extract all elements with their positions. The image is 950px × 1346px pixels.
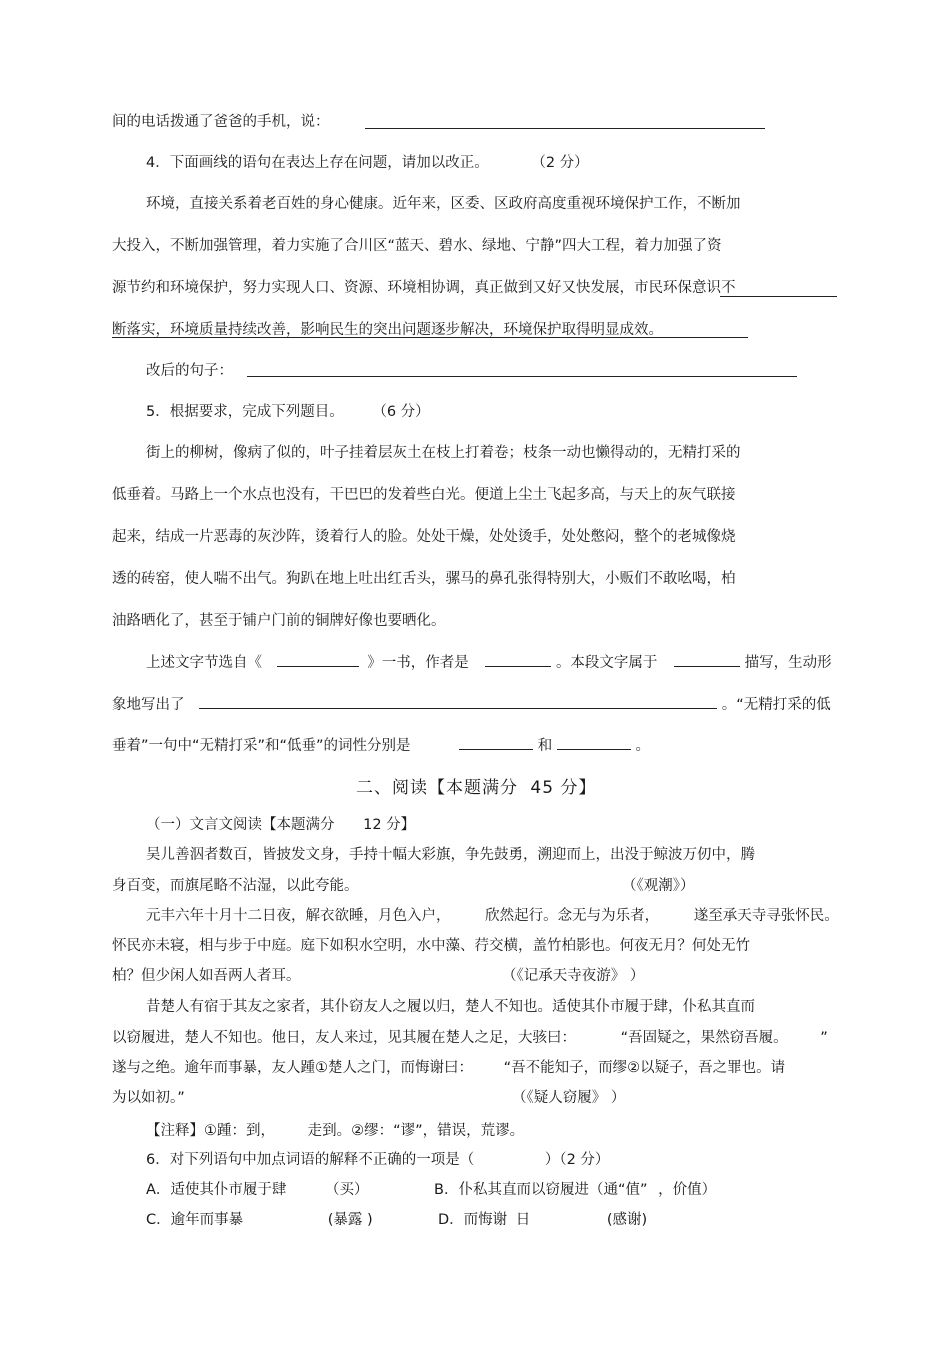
text2-line-1c: 遂至承天寺寻张怀民。 [693, 908, 839, 924]
q6-option-c-explanation: (暴露 ) [327, 1212, 373, 1228]
q5-passage-line-1: 街上的柳树，像病了似的，叶子挂着层灰土在枝上打着卷；枝条一动也懒得动的，无精打采的 [146, 445, 741, 461]
text3-line-3 [112, 1058, 785, 1078]
q4-passage-line-1: 环境，直接关系着老百姓的身心健康。近年来，区委、区政府高度重视环境保护工作，不断加 [146, 196, 741, 212]
q5-passage-line-5: 油路晒化了，甚至于铺户门前的铜牌好像也要晒化。 [112, 613, 446, 629]
q5-score: （6 分） [372, 404, 430, 420]
q5-description-type-blank[interactable] [674, 652, 740, 667]
part-1-heading [146, 815, 415, 835]
annotation-note-b: 走到。②缪：“谬”，错误，荒谬。 [307, 1123, 525, 1139]
q5-prompt: 5．根据要求，完成下列题目。 [146, 404, 344, 420]
q3-tail-line [112, 112, 330, 132]
text3-line-2b: “吾固疑之，果然窃吾履。 [620, 1030, 788, 1046]
q5-question-line-3 [112, 735, 650, 756]
q4-answer-label: 改后的句子： [146, 363, 233, 379]
text2-line-1a: 元丰六年十月十二日夜，解衣欲睡，月色入户， [146, 908, 451, 924]
text3-line-2 [112, 1028, 828, 1048]
text3-line-4: 为以如初。” [112, 1090, 185, 1106]
q5-book-blank[interactable] [277, 652, 359, 667]
text2-source: （《记承天寺夜游》 ） [502, 968, 645, 984]
q5-part-7: 垂着”一句中“无精打采”和“低垂”的词性分别是 [112, 738, 411, 754]
text3-line-2c: ” [820, 1030, 828, 1046]
q6-option-a-text: A．适使其仆市 [146, 1182, 243, 1198]
q5-effect-blank[interactable] [199, 694, 717, 709]
q6-option-b-text-2: 而以窃履进（通“值” [516, 1182, 648, 1198]
q5-passage-line-4: 透的砖窑，使人喘不出气。狗趴在地上吐出红舌头，骡马的鼻孔张得特别大，小贩们不敢吆喝，柏 [112, 571, 736, 587]
text2-line-1 [146, 906, 839, 926]
q4-underline-1 [720, 296, 837, 297]
section-2-title-text: 二、阅读【本题满分 [356, 778, 518, 798]
section-2-score: 45 分】 [530, 778, 597, 798]
q6-prompt-line [146, 1150, 609, 1170]
q4-underline-2 [112, 337, 748, 338]
text2-line-2: 怀民亦未寝，相与步于中庭。庭下如积水空明，水中藻、荇交横，盖竹柏影也。何夜无月？何处无竹 [112, 938, 750, 954]
q4-passage-line-4: 断落实，环境质量持续改善，影响民生的突出问题逐步解决，环境保护取得明显成效。 [112, 322, 663, 338]
q5-pos-blank-1[interactable] [459, 735, 533, 750]
q5-part-4: 描写，生动形 [744, 655, 832, 671]
q4-answer-blank[interactable] [247, 376, 797, 377]
text1-source: （《观潮》） [622, 878, 695, 894]
text1-line-2: 身百变，而旗尾略不沾湿，以此夸能。 [112, 878, 359, 894]
annotation-note [146, 1121, 524, 1141]
q5-question-line-1 [146, 652, 832, 673]
q6-score: ）（2 分） [544, 1152, 610, 1168]
q3-answer-blank[interactable] [365, 128, 765, 129]
section-2-title [356, 778, 596, 798]
q6-option-c[interactable] [146, 1210, 373, 1230]
q5-part-9: 。 [635, 738, 650, 754]
text2-line-3: 柏？但少闲人如吾两人者耳。 [112, 968, 301, 984]
q6-option-d-explanation: (感谢) [606, 1212, 648, 1228]
text3-source: （《疑人窃履》 ） [512, 1090, 626, 1106]
q5-prompt-line [146, 402, 430, 422]
q4-underlined-start: 市民环保意识不 [634, 280, 736, 296]
q4-score: （2 分） [531, 155, 589, 171]
q5-part-1: 上述文字节选自《 [146, 655, 262, 671]
q6-option-a-text-2: 履于肆 [242, 1182, 287, 1198]
q4-passage-line-3-text: 源节约和环境保护，努力实现人口、资源、环境相协调，真正做到又好又快发展， [112, 280, 634, 296]
q5-passage-line-3: 起来，结成一片恶毒的灰沙阵，烫着行人的脸。处处干燥，处处烫手，处处憋闷，整个的老城像烧 [112, 529, 736, 545]
text3-line-1: 昔楚人有宿于其友之家者，其仆窃友人之履以归，楚人不知也。适使其仆市履于肆，仆私其直而 [146, 999, 755, 1015]
q6-option-a[interactable] [146, 1180, 369, 1200]
q6-option-b[interactable] [434, 1180, 716, 1200]
q4-prompt-line [146, 153, 589, 173]
q5-part-2: 》一书，作者是 [367, 655, 469, 671]
part-1-score: 12 分】 [363, 817, 416, 833]
q5-part-6: 。“无精打采的低 [721, 697, 831, 713]
q5-part-5: 象地写出了 [112, 697, 185, 713]
q6-option-d[interactable] [438, 1210, 647, 1230]
q4-passage-line-2: 大投入，不断加强管理，着力实施了合川区“蓝天、碧水、绿地、宁静”四大工程，着力加强了资 [112, 238, 722, 254]
part-1-heading-text: （一）文言文阅读【本题满分 [146, 817, 335, 833]
q5-part-3: 。本段文字属于 [555, 655, 658, 671]
q6-option-b-text-3: ，价值） [658, 1182, 717, 1198]
text3-line-2a: 以窃履进，楚人不知也。他日，友人来过，见其履在楚人之足，大骇曰： [112, 1030, 576, 1046]
q3-tail-text: 间的电话拨通了爸爸的手机，说： [112, 114, 330, 130]
q4-prompt: 4．下面画线的语句在表达上存在问题，请加以改正。 [146, 155, 489, 171]
text3-line-3b: “吾不能知子，而缪②以疑子，吾之罪也。请 [503, 1060, 786, 1076]
q5-pos-blank-2[interactable] [557, 735, 631, 750]
q4-answer-line [146, 361, 233, 381]
q6-option-d-text-2: 日 [515, 1212, 531, 1228]
q6-option-d-text: D．而悔谢 [438, 1212, 508, 1228]
text3-line-3a: 遂与之绝。逾年而事暴，友人踵①楚人之门，而悔谢曰： [112, 1060, 473, 1076]
q6-option-a-explanation: （买） [325, 1182, 369, 1198]
q6-prompt: 6．对下列语句中加点词语的解释不正确的一项是（ [146, 1152, 475, 1168]
text1-line-1: 吴儿善泅者数百，皆披发文身，手持十幅大彩旗，争先鼓勇，溯迎而上，出没于鲸波万仞中，腾 [146, 847, 755, 863]
text2-line-1b: 欣然起行。念无与为乐者， [485, 908, 660, 924]
annotation-note-a: 【注释】①踵：到， [146, 1123, 275, 1139]
q5-part-8: 和 [537, 738, 553, 754]
q6-option-b-text: B．仆私其直 [434, 1182, 517, 1198]
q6-option-c-text: C．逾年而事暴 [146, 1212, 244, 1228]
q4-passage-line-3 [112, 278, 736, 298]
q5-question-line-2 [112, 694, 831, 715]
q5-passage-line-2: 低垂着。马路上一个水点也没有，干巴巴的发着些白光。便道上尘土飞起多高，与天上的灰气联接 [112, 487, 736, 503]
q5-author-blank[interactable] [485, 652, 551, 667]
